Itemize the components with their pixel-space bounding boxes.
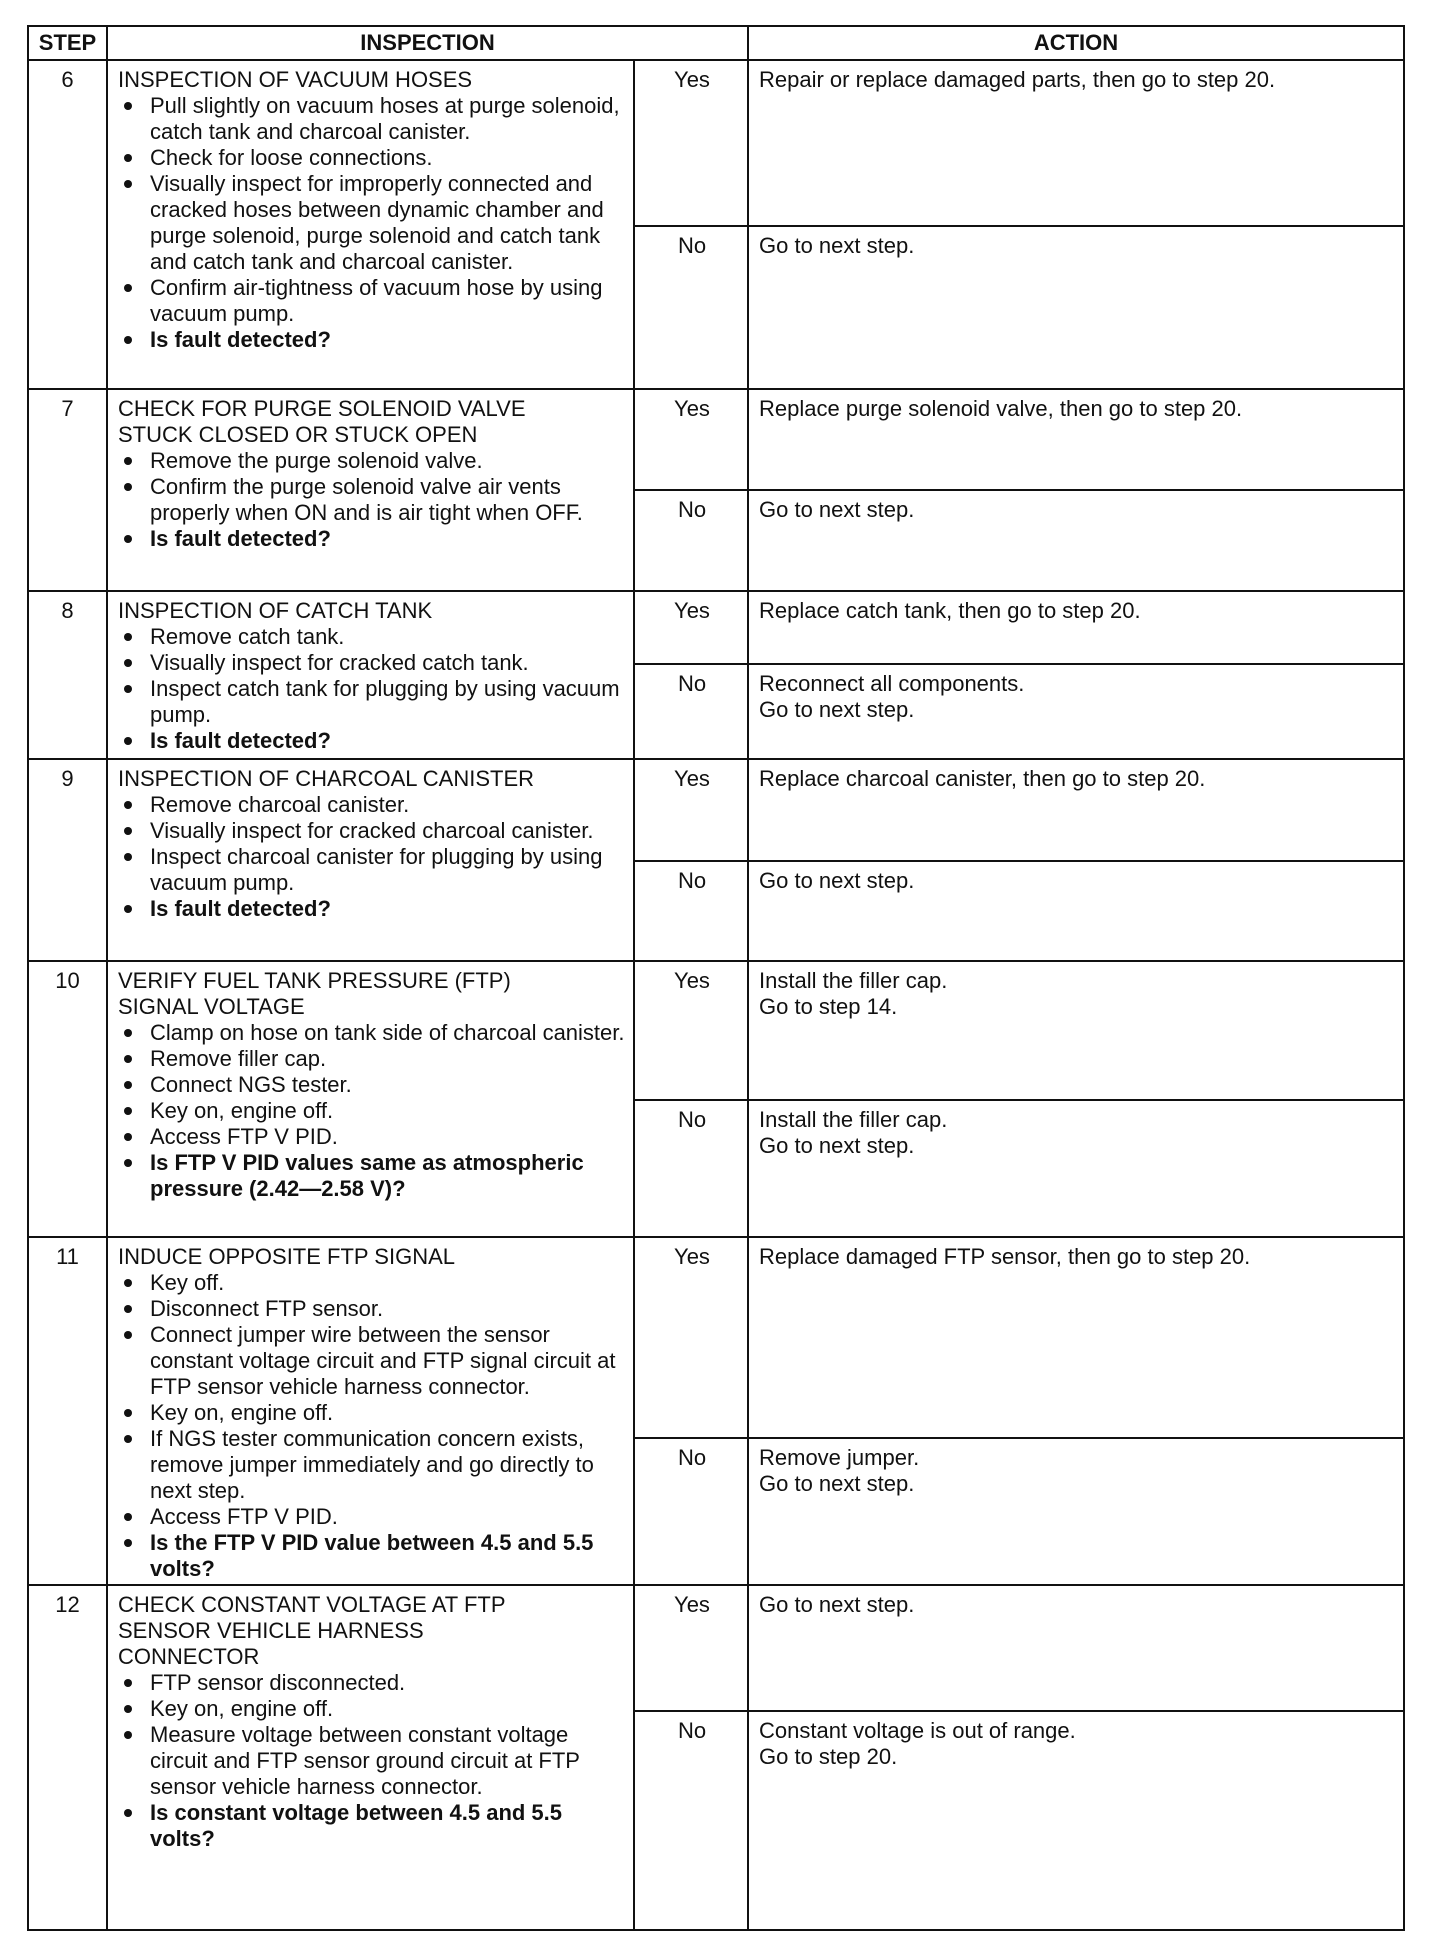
inspection-title: CHECK FOR PURGE SOLENOID VALVE bbox=[118, 396, 526, 421]
inspection-bullet: Visually inspect for cracked catch tank. bbox=[118, 650, 625, 676]
yes-label: Yes bbox=[634, 1237, 748, 1438]
inspection-bullet-list bbox=[118, 448, 625, 552]
yes-action-text: Replace catch tank, then go to step 20. bbox=[759, 598, 1141, 623]
step-number: 10 bbox=[28, 961, 107, 1237]
yes-label: Yes bbox=[634, 591, 748, 664]
inspection-bullet: Connect jumper wire between the sensor constant voltage circuit and FTP signal circuit at FTP sensor vehicle harness connector. bbox=[118, 1322, 625, 1400]
inspection-bullet: Key on, engine off. bbox=[118, 1098, 625, 1124]
inspection-bullet: If NGS tester communication concern exists, remove jumper immediately and go directly to next step. bbox=[118, 1426, 625, 1504]
inspection-bullet: Access FTP V PID. bbox=[118, 1124, 625, 1150]
header-inspection: INSPECTION bbox=[107, 26, 748, 60]
inspection-title: INSPECTION OF CATCH TANK bbox=[118, 598, 433, 623]
no-action-text: Go to next step. bbox=[759, 497, 915, 522]
inspection-bullet-list bbox=[118, 624, 625, 754]
header-step: STEP bbox=[28, 26, 107, 60]
no-action-text: Install the filler cap. bbox=[759, 1107, 948, 1132]
inspection-bullet: Remove catch tank. bbox=[118, 624, 625, 650]
no-label: No bbox=[634, 490, 748, 591]
inspection-bullet: Inspect catch tank for plugging by using vacuum pump. bbox=[118, 676, 625, 728]
inspection-bullet: Visually inspect for improperly connected and cracked hoses between dynamic chamber and purge solenoid, purge solenoid and catch tank and catch tank and charcoal canister. bbox=[118, 171, 625, 275]
inspection-bullet: Visually inspect for cracked charcoal canister. bbox=[118, 818, 625, 844]
inspection-bullet: Is fault detected? bbox=[118, 896, 625, 922]
no-action-text: Go to next step. bbox=[759, 1133, 915, 1158]
yes-action-text: Replace purge solenoid valve, then go to step 20. bbox=[759, 396, 1243, 421]
inspection-bullet: Connect NGS tester. bbox=[118, 1072, 625, 1098]
inspection-title: SENSOR VEHICLE HARNESS bbox=[118, 1618, 424, 1643]
yes-action-cell bbox=[748, 1585, 1404, 1711]
table-row-step-11-yes bbox=[28, 1237, 1404, 1438]
no-action-text: Remove jumper. bbox=[759, 1444, 920, 1470]
inspection-bullet: Pull slightly on vacuum hoses at purge solenoid, catch tank and charcoal canister. bbox=[118, 93, 625, 145]
yes-action-cell bbox=[748, 389, 1404, 490]
table-row-step-6-yes bbox=[28, 60, 1404, 226]
inspection-bullet: FTP sensor disconnected. bbox=[118, 1670, 625, 1696]
inspection-bullet: Disconnect FTP sensor. bbox=[118, 1296, 625, 1322]
inspection-bullet: Key on, engine off. bbox=[118, 1400, 625, 1426]
inspection-bullet: Confirm air-tightness of vacuum hose by using vacuum pump. bbox=[118, 275, 625, 327]
no-action-text: Go to next step. bbox=[759, 697, 915, 722]
no-label: No bbox=[634, 1438, 748, 1585]
yes-label: Yes bbox=[634, 389, 748, 490]
no-action-text: Constant voltage is out of range. bbox=[759, 1718, 1076, 1743]
inspection-bullet: Access FTP V PID. bbox=[118, 1504, 625, 1530]
step-number: 11 bbox=[28, 1237, 107, 1585]
no-action-text: Go to next step. bbox=[759, 1470, 915, 1496]
inspection-bullet: Key off. bbox=[118, 1270, 625, 1296]
yes-label: Yes bbox=[634, 1585, 748, 1711]
table-row-step-7-yes bbox=[28, 389, 1404, 490]
inspection-title: VERIFY FUEL TANK PRESSURE (FTP) bbox=[118, 968, 511, 993]
inspection-bullet: Measure voltage between constant voltage circuit and FTP sensor ground circuit at FTP sensor vehicle harness connector. bbox=[118, 1722, 625, 1800]
inspection-cell bbox=[107, 961, 634, 1237]
no-label: No bbox=[634, 861, 748, 961]
table-row-step-12-yes bbox=[28, 1585, 1404, 1711]
no-label: No bbox=[634, 1711, 748, 1930]
yes-action-cell bbox=[748, 759, 1404, 861]
inspection-bullet-list bbox=[118, 792, 625, 922]
inspection-title: INDUCE OPPOSITE FTP SIGNAL bbox=[118, 1244, 455, 1269]
inspection-bullet: Remove charcoal canister. bbox=[118, 792, 625, 818]
no-action-cell bbox=[748, 1438, 1404, 1585]
inspection-cell bbox=[107, 1585, 634, 1930]
inspection-bullet-list bbox=[118, 93, 625, 353]
inspection-cell bbox=[107, 389, 634, 591]
step-number: 9 bbox=[28, 759, 107, 961]
no-action-cell bbox=[748, 1100, 1404, 1237]
inspection-title: CHECK CONSTANT VOLTAGE AT FTP bbox=[118, 1592, 506, 1617]
inspection-bullet: Clamp on hose on tank side of charcoal canister. bbox=[118, 1020, 625, 1046]
table-row-step-10-yes bbox=[28, 961, 1404, 1100]
inspection-bullet: Is the FTP V PID value between 4.5 and 5.5 volts? bbox=[118, 1530, 625, 1582]
no-action-cell bbox=[748, 664, 1404, 759]
no-label: No bbox=[634, 226, 748, 389]
inspection-bullet: Inspect charcoal canister for plugging by using vacuum pump. bbox=[118, 844, 625, 896]
header-row bbox=[28, 26, 1404, 60]
inspection-bullet: Is constant voltage between 4.5 and 5.5 volts? bbox=[118, 1800, 625, 1852]
inspection-bullet: Is fault detected? bbox=[118, 327, 625, 353]
no-label: No bbox=[634, 664, 748, 759]
header-action: ACTION bbox=[748, 26, 1404, 60]
inspection-bullet: Confirm the purge solenoid valve air vents properly when ON and is air tight when OFF. bbox=[118, 474, 625, 526]
no-action-cell bbox=[748, 861, 1404, 961]
inspection-bullet: Is FTP V PID values same as atmospheric pressure (2.42—2.58 V)? bbox=[118, 1150, 625, 1202]
inspection-bullet: Is fault detected? bbox=[118, 728, 625, 754]
diagnostic-table bbox=[27, 25, 1405, 1931]
step-number: 8 bbox=[28, 591, 107, 759]
yes-action-text: Go to step 14. bbox=[759, 994, 898, 1019]
yes-label: Yes bbox=[634, 961, 748, 1100]
inspection-title: CONNECTOR bbox=[118, 1644, 260, 1669]
no-action-cell bbox=[748, 226, 1404, 389]
yes-action-text: Replace damaged FTP sensor, then go to step 20. bbox=[759, 1244, 1251, 1269]
no-action-cell bbox=[748, 490, 1404, 591]
yes-action-cell bbox=[748, 591, 1404, 664]
inspection-title: INSPECTION OF CHARCOAL CANISTER bbox=[118, 766, 535, 791]
table-row-step-9-yes bbox=[28, 759, 1404, 861]
yes-action-text: Go to next step. bbox=[759, 1592, 915, 1617]
no-action-text: Go to next step. bbox=[759, 233, 915, 258]
no-action-cell bbox=[748, 1711, 1404, 1930]
no-label: No bbox=[634, 1100, 748, 1237]
inspection-bullet: Check for loose connections. bbox=[118, 145, 625, 171]
step-number: 7 bbox=[28, 389, 107, 591]
yes-action-text: Repair or replace damaged parts, then go to step 20. bbox=[759, 67, 1276, 92]
no-action-text: Go to step 20. bbox=[759, 1744, 898, 1769]
step-number: 12 bbox=[28, 1585, 107, 1930]
inspection-cell bbox=[107, 591, 634, 759]
inspection-cell bbox=[107, 1237, 634, 1585]
yes-action-text: Install the filler cap. bbox=[759, 968, 948, 993]
no-action-text: Go to next step. bbox=[759, 868, 915, 893]
step-number: 6 bbox=[28, 60, 107, 389]
inspection-bullet-list bbox=[118, 1270, 625, 1582]
table-row-step-8-yes bbox=[28, 591, 1404, 664]
inspection-bullet: Is fault detected? bbox=[118, 526, 625, 552]
inspection-bullet: Key on, engine off. bbox=[118, 1696, 625, 1722]
inspection-bullet: Remove the purge solenoid valve. bbox=[118, 448, 625, 474]
yes-action-cell bbox=[748, 60, 1404, 226]
inspection-bullet-list bbox=[118, 1670, 625, 1852]
inspection-title: SIGNAL VOLTAGE bbox=[118, 994, 305, 1019]
yes-label: Yes bbox=[634, 60, 748, 226]
yes-action-text: Replace charcoal canister, then go to step 20. bbox=[759, 766, 1206, 791]
yes-action-cell bbox=[748, 961, 1404, 1100]
no-action-text: Reconnect all components. bbox=[759, 671, 1025, 696]
yes-label: Yes bbox=[634, 759, 748, 861]
inspection-bullet: Remove filler cap. bbox=[118, 1046, 625, 1072]
inspection-cell bbox=[107, 759, 634, 961]
inspection-title: STUCK CLOSED OR STUCK OPEN bbox=[118, 422, 478, 447]
yes-action-cell bbox=[748, 1237, 1404, 1438]
inspection-cell bbox=[107, 60, 634, 389]
inspection-title: INSPECTION OF VACUUM HOSES bbox=[118, 67, 473, 92]
inspection-bullet-list bbox=[118, 1020, 625, 1202]
